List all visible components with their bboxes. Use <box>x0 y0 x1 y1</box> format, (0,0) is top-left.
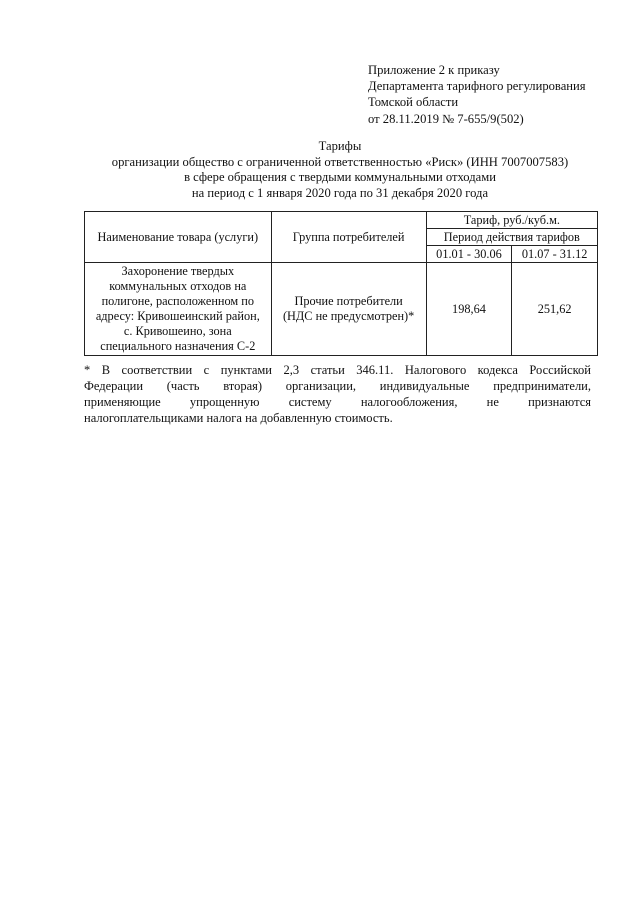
row-name-line: коммунальных отходов на <box>109 279 247 293</box>
header-period-2: 01.07 - 31.12 <box>512 246 598 263</box>
row-group-cell <box>271 263 426 356</box>
header-name: Наименование товара (услуги) <box>85 212 272 263</box>
document-title <box>60 139 620 201</box>
annex-line-2: Департамента тарифного регулирования <box>368 79 586 94</box>
row-name-line: специального назначения С-2 <box>100 339 256 353</box>
header-group: Группа потребителей <box>271 212 426 263</box>
footnote-line-3: применяющие упрощенную систему налогообложения, не признаются <box>84 395 591 409</box>
footnote-line-2: Федерации (часть вторая) организации, индивидуальные предприниматели, <box>84 379 591 393</box>
row-name-line: с. Кривошеино, зона <box>123 324 232 338</box>
annex-block <box>368 62 586 127</box>
row-name-line: полигоне, расположенном по <box>101 294 255 308</box>
title-line-4: на период с 1 января 2020 года по 31 декабря 2020 года <box>191 185 489 200</box>
annex-line-3: Томской области <box>368 95 459 110</box>
row-group-line: (НДС не предусмотрен)* <box>282 309 415 323</box>
footnote-line-1: * В соответствии с пунктами 2,3 статьи 346.11. Налогового кодекса Российской <box>84 363 591 377</box>
header-period-1: 01.01 - 30.06 <box>426 246 512 263</box>
row-group-line: Прочие потребители <box>294 294 403 308</box>
row-value-2: 251,62 <box>512 263 598 356</box>
footnote-line-4: налогоплательщиками налога на добавленную стоимость. <box>84 411 393 425</box>
row-name-line: адресу: Кривошеинский район, <box>95 309 260 323</box>
row-value-1: 198,64 <box>426 263 512 356</box>
table-row <box>85 263 598 356</box>
annex-line-4: от 28.11.2019 № 7-655/9(502) <box>368 111 524 126</box>
row-name-line: Захоронение твердых <box>121 264 235 278</box>
tariff-table <box>84 211 598 356</box>
title-line-1: Тарифы <box>318 139 362 153</box>
title-line-3: в сфере обращения с твердыми коммунальными отходами <box>184 170 496 184</box>
footnote <box>84 362 591 426</box>
annex-line-1: Приложение 2 к приказу <box>368 63 500 77</box>
row-name-cell <box>85 263 272 356</box>
header-period: Период действия тарифов <box>426 229 597 246</box>
title-line-2: организации общество с ограниченной ответственностью «Риск» (ИНН 7007007583) <box>111 154 569 169</box>
header-tariff: Тариф, руб./куб.м. <box>426 212 597 229</box>
